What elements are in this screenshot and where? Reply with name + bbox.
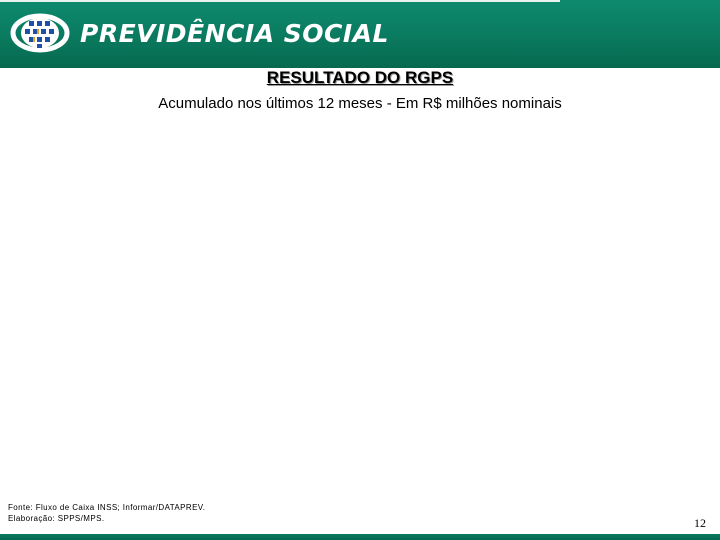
source-note: Fonte: Fluxo de Caixa INSS; Informar/DATAPREV. [8, 503, 206, 512]
page-title: RESULTADO DO RGPS [266, 68, 454, 87]
brand-name: PREVIDÊNCIA SOCIAL [80, 19, 389, 48]
chart-area-empty [20, 122, 700, 467]
footer-notes [8, 502, 205, 524]
page-number: 12 [694, 516, 706, 530]
header-bar [0, 0, 720, 68]
header-top-line [0, 0, 560, 2]
previdencia-logo-icon [10, 12, 70, 54]
footer-bar [0, 534, 720, 540]
page-subtitle: Acumulado nos últimos 12 meses - Em R$ milhões nominais [158, 95, 562, 112]
prepared-by-note: Elaboração: SPPS/MPS. [8, 514, 105, 523]
